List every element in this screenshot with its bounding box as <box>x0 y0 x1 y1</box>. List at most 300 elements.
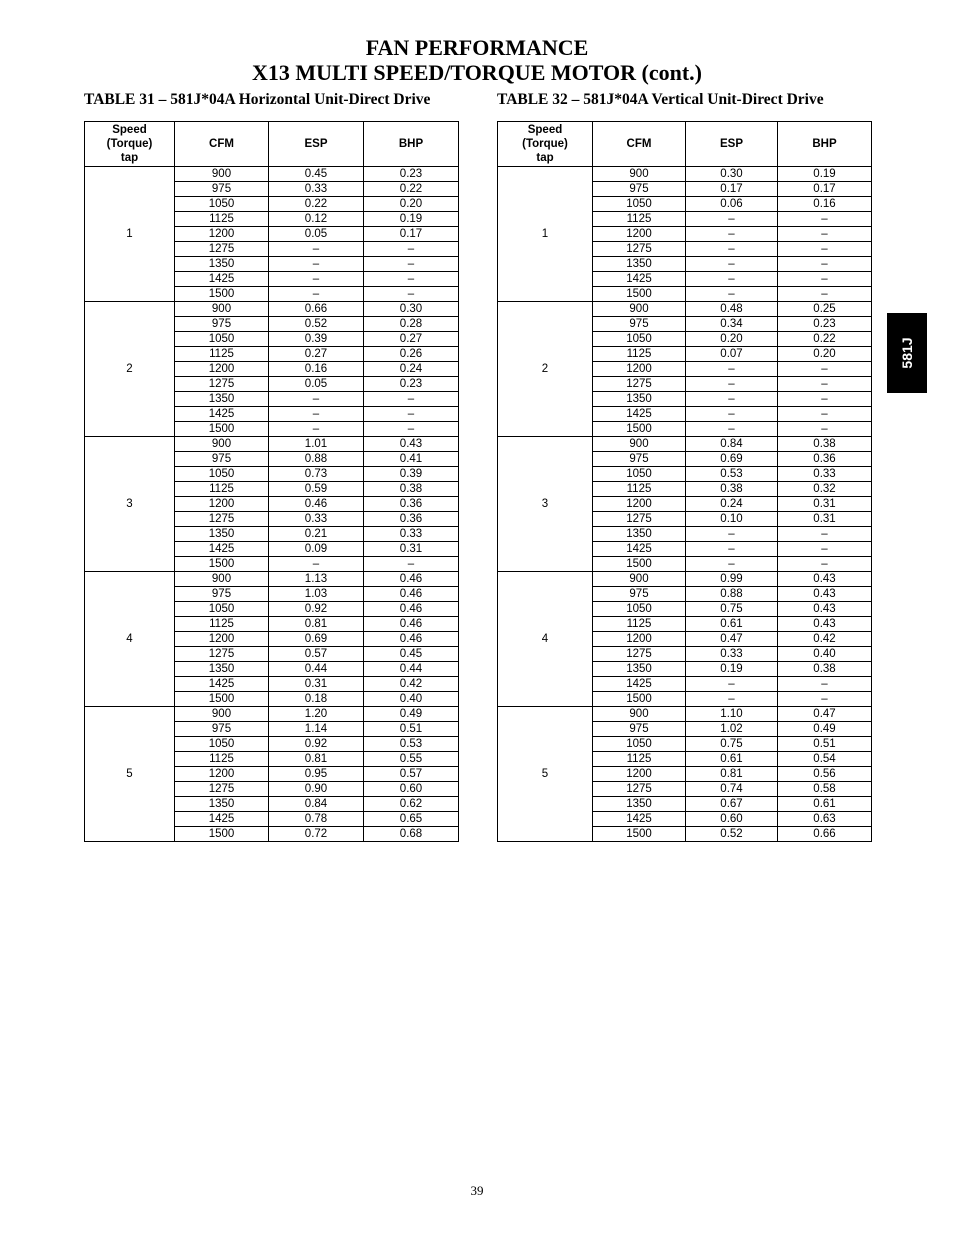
cfm-cell: 1500 <box>593 287 686 302</box>
esp-cell: 1.14 <box>269 722 364 737</box>
esp-cell: 0.12 <box>269 212 364 227</box>
bhp-cell: 0.25 <box>778 302 872 317</box>
esp-cell: 0.21 <box>269 527 364 542</box>
cfm-cell: 1425 <box>175 272 269 287</box>
speed-tap-cell: 4 <box>498 572 593 707</box>
cfm-cell: 900 <box>593 707 686 722</box>
esp-cell: 0.45 <box>269 167 364 182</box>
esp-cell: 0.61 <box>686 752 778 767</box>
bhp-cell: 0.26 <box>364 347 459 362</box>
bhp-cell: 0.44 <box>364 662 459 677</box>
bhp-cell: 0.38 <box>364 482 459 497</box>
bhp-cell: – <box>364 557 459 572</box>
esp-cell: 0.46 <box>269 497 364 512</box>
bhp-cell: 0.24 <box>364 362 459 377</box>
esp-cell: – <box>269 272 364 287</box>
esp-cell: 0.90 <box>269 782 364 797</box>
header-esp: ESP <box>686 122 778 167</box>
esp-cell: – <box>686 677 778 692</box>
cfm-cell: 1350 <box>175 527 269 542</box>
cfm-cell: 975 <box>175 587 269 602</box>
cfm-cell: 1350 <box>175 662 269 677</box>
esp-cell: 0.24 <box>686 497 778 512</box>
bhp-cell: 0.17 <box>778 182 872 197</box>
bhp-cell: – <box>364 272 459 287</box>
esp-cell: – <box>686 227 778 242</box>
cfm-cell: 900 <box>175 437 269 452</box>
esp-cell: 1.01 <box>269 437 364 452</box>
bhp-cell: 0.49 <box>364 707 459 722</box>
cfm-cell: 975 <box>175 722 269 737</box>
header-speed-torque-tap: Speed (Torque) tap <box>85 122 175 167</box>
cfm-cell: 1350 <box>175 392 269 407</box>
esp-cell: 0.20 <box>686 332 778 347</box>
cfm-cell: 1050 <box>175 602 269 617</box>
header-bhp: BHP <box>778 122 872 167</box>
bhp-cell: 0.22 <box>364 182 459 197</box>
esp-cell: 0.19 <box>686 662 778 677</box>
bhp-cell: 0.51 <box>364 722 459 737</box>
cfm-cell: 1050 <box>175 467 269 482</box>
bhp-cell: – <box>778 407 872 422</box>
header-speed-torque-tap: Speed (Torque) tap <box>498 122 593 167</box>
bhp-cell: 0.38 <box>778 662 872 677</box>
cfm-cell: 1350 <box>593 392 686 407</box>
cfm-cell: 975 <box>593 722 686 737</box>
esp-cell: 0.81 <box>269 617 364 632</box>
bhp-cell: 0.32 <box>778 482 872 497</box>
cfm-cell: 900 <box>175 707 269 722</box>
bhp-cell: – <box>778 272 872 287</box>
esp-cell: – <box>686 257 778 272</box>
esp-cell: – <box>686 407 778 422</box>
cfm-cell: 1200 <box>593 362 686 377</box>
cfm-cell: 1275 <box>593 647 686 662</box>
cfm-cell: 1275 <box>593 242 686 257</box>
esp-cell: 0.06 <box>686 197 778 212</box>
esp-cell: 0.30 <box>686 167 778 182</box>
cfm-cell: 900 <box>175 572 269 587</box>
cfm-cell: 900 <box>593 302 686 317</box>
table-31 <box>84 121 459 842</box>
bhp-cell: 0.49 <box>778 722 872 737</box>
cfm-cell: 1275 <box>593 782 686 797</box>
esp-cell: 0.16 <box>269 362 364 377</box>
cfm-cell: 900 <box>593 437 686 452</box>
bhp-cell: – <box>778 257 872 272</box>
esp-cell: 0.44 <box>269 662 364 677</box>
esp-cell: 0.33 <box>269 512 364 527</box>
esp-cell: – <box>269 557 364 572</box>
bhp-cell: – <box>778 392 872 407</box>
bhp-cell: 0.47 <box>778 707 872 722</box>
cfm-cell: 1200 <box>593 767 686 782</box>
esp-cell: 1.03 <box>269 587 364 602</box>
bhp-cell: 0.43 <box>778 572 872 587</box>
table-32 <box>497 121 872 842</box>
cfm-cell: 1350 <box>175 797 269 812</box>
esp-cell: – <box>686 527 778 542</box>
esp-cell: – <box>269 422 364 437</box>
bhp-cell: – <box>364 257 459 272</box>
esp-cell: 0.52 <box>686 827 778 842</box>
esp-cell: 0.52 <box>269 317 364 332</box>
bhp-cell: – <box>364 407 459 422</box>
bhp-cell: 0.31 <box>364 542 459 557</box>
cfm-cell: 1425 <box>593 812 686 827</box>
cfm-cell: 1050 <box>593 602 686 617</box>
speed-tap-cell: 3 <box>85 437 175 572</box>
cfm-cell: 1500 <box>175 287 269 302</box>
esp-cell: – <box>686 287 778 302</box>
cfm-cell: 975 <box>175 182 269 197</box>
table-row <box>498 437 872 452</box>
cfm-cell: 1275 <box>175 242 269 257</box>
speed-tap-cell: 5 <box>498 707 593 842</box>
cfm-cell: 1500 <box>175 827 269 842</box>
cfm-cell: 1200 <box>175 227 269 242</box>
cfm-cell: 1425 <box>593 677 686 692</box>
bhp-cell: 0.39 <box>364 467 459 482</box>
bhp-cell: 0.45 <box>364 647 459 662</box>
esp-cell: 0.33 <box>269 182 364 197</box>
page-number: 39 <box>470 1183 484 1198</box>
esp-cell: 1.20 <box>269 707 364 722</box>
bhp-cell: – <box>778 377 872 392</box>
cfm-cell: 1500 <box>175 422 269 437</box>
esp-cell: 0.81 <box>686 767 778 782</box>
esp-cell: – <box>269 392 364 407</box>
cfm-cell: 1125 <box>175 752 269 767</box>
bhp-cell: 0.23 <box>364 377 459 392</box>
bhp-cell: 0.17 <box>364 227 459 242</box>
esp-cell: 0.92 <box>269 737 364 752</box>
bhp-cell: – <box>778 527 872 542</box>
esp-cell: 0.66 <box>269 302 364 317</box>
esp-cell: – <box>686 557 778 572</box>
cfm-cell: 1500 <box>593 422 686 437</box>
esp-cell: – <box>686 542 778 557</box>
esp-cell: 0.84 <box>269 797 364 812</box>
esp-cell: 0.33 <box>686 647 778 662</box>
bhp-cell: 0.31 <box>778 497 872 512</box>
header-bhp: BHP <box>364 122 459 167</box>
bhp-cell: 0.43 <box>778 617 872 632</box>
bhp-cell: 0.36 <box>778 452 872 467</box>
bhp-cell: 0.43 <box>778 602 872 617</box>
bhp-cell: 0.55 <box>364 752 459 767</box>
esp-cell: 0.75 <box>686 737 778 752</box>
cfm-cell: 1200 <box>175 497 269 512</box>
table-row <box>85 707 459 722</box>
bhp-cell: – <box>778 242 872 257</box>
bhp-cell: 0.23 <box>364 167 459 182</box>
cfm-cell: 1425 <box>175 677 269 692</box>
bhp-cell: 0.36 <box>364 497 459 512</box>
bhp-cell: 0.27 <box>364 332 459 347</box>
bhp-cell: – <box>778 422 872 437</box>
bhp-cell: 0.62 <box>364 797 459 812</box>
esp-cell: 0.59 <box>269 482 364 497</box>
cfm-cell: 1200 <box>593 497 686 512</box>
cfm-cell: 1125 <box>593 482 686 497</box>
cfm-cell: 975 <box>593 182 686 197</box>
esp-cell: 0.69 <box>269 632 364 647</box>
bhp-cell: – <box>778 557 872 572</box>
esp-cell: 1.02 <box>686 722 778 737</box>
esp-cell: 0.95 <box>269 767 364 782</box>
table-row <box>85 302 459 317</box>
bhp-cell: 0.42 <box>778 632 872 647</box>
esp-cell: 0.84 <box>686 437 778 452</box>
cfm-cell: 975 <box>593 587 686 602</box>
esp-cell: 0.57 <box>269 647 364 662</box>
esp-cell: – <box>686 362 778 377</box>
speed-tap-cell: 4 <box>85 572 175 707</box>
esp-cell: – <box>269 407 364 422</box>
cfm-cell: 1275 <box>175 782 269 797</box>
cfm-cell: 1275 <box>175 647 269 662</box>
esp-cell: 1.13 <box>269 572 364 587</box>
bhp-cell: 0.60 <box>364 782 459 797</box>
table-31-caption: TABLE 31 – 581J*04A Horizontal Unit-Direct Drive <box>84 91 431 108</box>
esp-cell: 0.48 <box>686 302 778 317</box>
cfm-cell: 1500 <box>175 692 269 707</box>
speed-tap-cell: 1 <box>85 167 175 302</box>
esp-cell: 0.88 <box>686 587 778 602</box>
cfm-cell: 1425 <box>175 812 269 827</box>
header-cfm: CFM <box>593 122 686 167</box>
bhp-cell: 0.61 <box>778 797 872 812</box>
cfm-cell: 1350 <box>593 527 686 542</box>
speed-tap-cell: 1 <box>498 167 593 302</box>
esp-cell: – <box>686 392 778 407</box>
bhp-cell: 0.46 <box>364 587 459 602</box>
esp-cell: 0.69 <box>686 452 778 467</box>
bhp-cell: 0.23 <box>778 317 872 332</box>
esp-cell: 0.47 <box>686 632 778 647</box>
esp-cell: 0.10 <box>686 512 778 527</box>
bhp-cell: 0.54 <box>778 752 872 767</box>
cfm-cell: 1500 <box>175 557 269 572</box>
esp-cell: 0.88 <box>269 452 364 467</box>
esp-cell: 0.07 <box>686 347 778 362</box>
cfm-cell: 1050 <box>175 737 269 752</box>
table-row <box>85 167 459 182</box>
page-title-line-1: FAN PERFORMANCE <box>365 35 589 60</box>
bhp-cell: 0.43 <box>364 437 459 452</box>
bhp-cell: 0.58 <box>778 782 872 797</box>
table-row <box>85 437 459 452</box>
esp-cell: 0.17 <box>686 182 778 197</box>
esp-cell: 0.67 <box>686 797 778 812</box>
cfm-cell: 1350 <box>593 662 686 677</box>
cfm-cell: 1500 <box>593 692 686 707</box>
cfm-cell: 1275 <box>175 377 269 392</box>
esp-cell: – <box>269 257 364 272</box>
header-esp: ESP <box>269 122 364 167</box>
bhp-cell: 0.40 <box>778 647 872 662</box>
speed-tap-cell: 2 <box>498 302 593 437</box>
bhp-cell: 0.68 <box>364 827 459 842</box>
bhp-cell: 0.28 <box>364 317 459 332</box>
bhp-cell: 0.42 <box>364 677 459 692</box>
cfm-cell: 1125 <box>593 347 686 362</box>
esp-cell: – <box>686 692 778 707</box>
bhp-cell: 0.41 <box>364 452 459 467</box>
bhp-cell: 0.46 <box>364 602 459 617</box>
esp-cell: 0.39 <box>269 332 364 347</box>
bhp-cell: 0.40 <box>364 692 459 707</box>
esp-cell: – <box>686 212 778 227</box>
esp-cell: 0.74 <box>686 782 778 797</box>
cfm-cell: 1200 <box>175 362 269 377</box>
esp-cell: 0.53 <box>686 467 778 482</box>
cfm-cell: 1050 <box>593 197 686 212</box>
bhp-cell: 0.46 <box>364 617 459 632</box>
cfm-cell: 1125 <box>175 347 269 362</box>
esp-cell: 0.31 <box>269 677 364 692</box>
bhp-cell: 0.31 <box>778 512 872 527</box>
bhp-cell: 0.20 <box>778 347 872 362</box>
cfm-cell: 1200 <box>593 227 686 242</box>
esp-cell: – <box>686 242 778 257</box>
esp-cell: – <box>686 272 778 287</box>
bhp-cell: 0.66 <box>778 827 872 842</box>
cfm-cell: 1200 <box>175 632 269 647</box>
table-row <box>498 302 872 317</box>
cfm-cell: 1125 <box>175 482 269 497</box>
cfm-cell: 1050 <box>175 332 269 347</box>
esp-cell: 0.72 <box>269 827 364 842</box>
cfm-cell: 975 <box>175 317 269 332</box>
esp-cell: 0.05 <box>269 377 364 392</box>
esp-cell: 0.92 <box>269 602 364 617</box>
bhp-cell: 0.33 <box>778 467 872 482</box>
bhp-cell: – <box>364 287 459 302</box>
cfm-cell: 1425 <box>593 407 686 422</box>
bhp-cell: – <box>364 392 459 407</box>
bhp-cell: – <box>364 422 459 437</box>
esp-cell: 1.10 <box>686 707 778 722</box>
esp-cell: 0.09 <box>269 542 364 557</box>
bhp-cell: 0.33 <box>364 527 459 542</box>
table-row <box>498 707 872 722</box>
header-cfm: CFM <box>175 122 269 167</box>
bhp-cell: 0.51 <box>778 737 872 752</box>
cfm-cell: 1350 <box>593 257 686 272</box>
bhp-cell: 0.30 <box>364 302 459 317</box>
cfm-cell: 900 <box>175 302 269 317</box>
esp-cell: 0.73 <box>269 467 364 482</box>
bhp-cell: – <box>778 212 872 227</box>
cfm-cell: 1050 <box>593 467 686 482</box>
speed-tap-cell: 2 <box>85 302 175 437</box>
esp-cell: 0.75 <box>686 602 778 617</box>
cfm-cell: 1125 <box>593 617 686 632</box>
cfm-cell: 1350 <box>175 257 269 272</box>
bhp-cell: – <box>364 242 459 257</box>
bhp-cell: 0.16 <box>778 197 872 212</box>
esp-cell: 0.60 <box>686 812 778 827</box>
cfm-cell: 1275 <box>175 512 269 527</box>
esp-cell: 0.05 <box>269 227 364 242</box>
cfm-cell: 975 <box>593 452 686 467</box>
esp-cell: 0.78 <box>269 812 364 827</box>
esp-cell: – <box>269 242 364 257</box>
cfm-cell: 1500 <box>593 557 686 572</box>
cfm-cell: 1425 <box>593 542 686 557</box>
cfm-cell: 975 <box>175 452 269 467</box>
bhp-cell: 0.20 <box>364 197 459 212</box>
bhp-cell: 0.65 <box>364 812 459 827</box>
cfm-cell: 1050 <box>593 737 686 752</box>
cfm-cell: 1425 <box>175 542 269 557</box>
esp-cell: 0.99 <box>686 572 778 587</box>
table-row <box>498 167 872 182</box>
bhp-cell: 0.53 <box>364 737 459 752</box>
esp-cell: – <box>269 287 364 302</box>
cfm-cell: 900 <box>175 167 269 182</box>
cfm-cell: 1125 <box>175 212 269 227</box>
esp-cell: 0.18 <box>269 692 364 707</box>
bhp-cell: 0.56 <box>778 767 872 782</box>
esp-cell: 0.61 <box>686 617 778 632</box>
bhp-cell: 0.57 <box>364 767 459 782</box>
cfm-cell: 1275 <box>593 377 686 392</box>
cfm-cell: 1425 <box>593 272 686 287</box>
bhp-cell: 0.38 <box>778 437 872 452</box>
cfm-cell: 1500 <box>593 827 686 842</box>
bhp-cell: – <box>778 287 872 302</box>
bhp-cell: – <box>778 677 872 692</box>
esp-cell: – <box>686 377 778 392</box>
table-row <box>498 572 872 587</box>
cfm-cell: 1050 <box>175 197 269 212</box>
cfm-cell: 900 <box>593 167 686 182</box>
bhp-cell: – <box>778 227 872 242</box>
esp-cell: 0.27 <box>269 347 364 362</box>
bhp-cell: 0.19 <box>364 212 459 227</box>
side-tab-581j: 581J <box>887 313 927 393</box>
cfm-cell: 1425 <box>175 407 269 422</box>
bhp-cell: 0.36 <box>364 512 459 527</box>
table-row <box>85 572 459 587</box>
cfm-cell: 1350 <box>593 797 686 812</box>
cfm-cell: 1200 <box>175 767 269 782</box>
esp-cell: 0.34 <box>686 317 778 332</box>
bhp-cell: 0.43 <box>778 587 872 602</box>
cfm-cell: 1125 <box>175 617 269 632</box>
bhp-cell: 0.46 <box>364 572 459 587</box>
bhp-cell: 0.46 <box>364 632 459 647</box>
cfm-cell: 900 <box>593 572 686 587</box>
speed-tap-cell: 3 <box>498 437 593 572</box>
page-title-line-2: X13 MULTI SPEED/TORQUE MOTOR (cont.) <box>251 60 703 85</box>
cfm-cell: 1125 <box>593 212 686 227</box>
esp-cell: – <box>686 422 778 437</box>
cfm-cell: 1050 <box>593 332 686 347</box>
cfm-cell: 975 <box>593 317 686 332</box>
table-32-caption: TABLE 32 – 581J*04A Vertical Unit-Direct Drive <box>497 91 824 108</box>
esp-cell: 0.38 <box>686 482 778 497</box>
speed-tap-cell: 5 <box>85 707 175 842</box>
bhp-cell: 0.63 <box>778 812 872 827</box>
cfm-cell: 1125 <box>593 752 686 767</box>
esp-cell: 0.22 <box>269 197 364 212</box>
bhp-cell: – <box>778 692 872 707</box>
bhp-cell: – <box>778 362 872 377</box>
